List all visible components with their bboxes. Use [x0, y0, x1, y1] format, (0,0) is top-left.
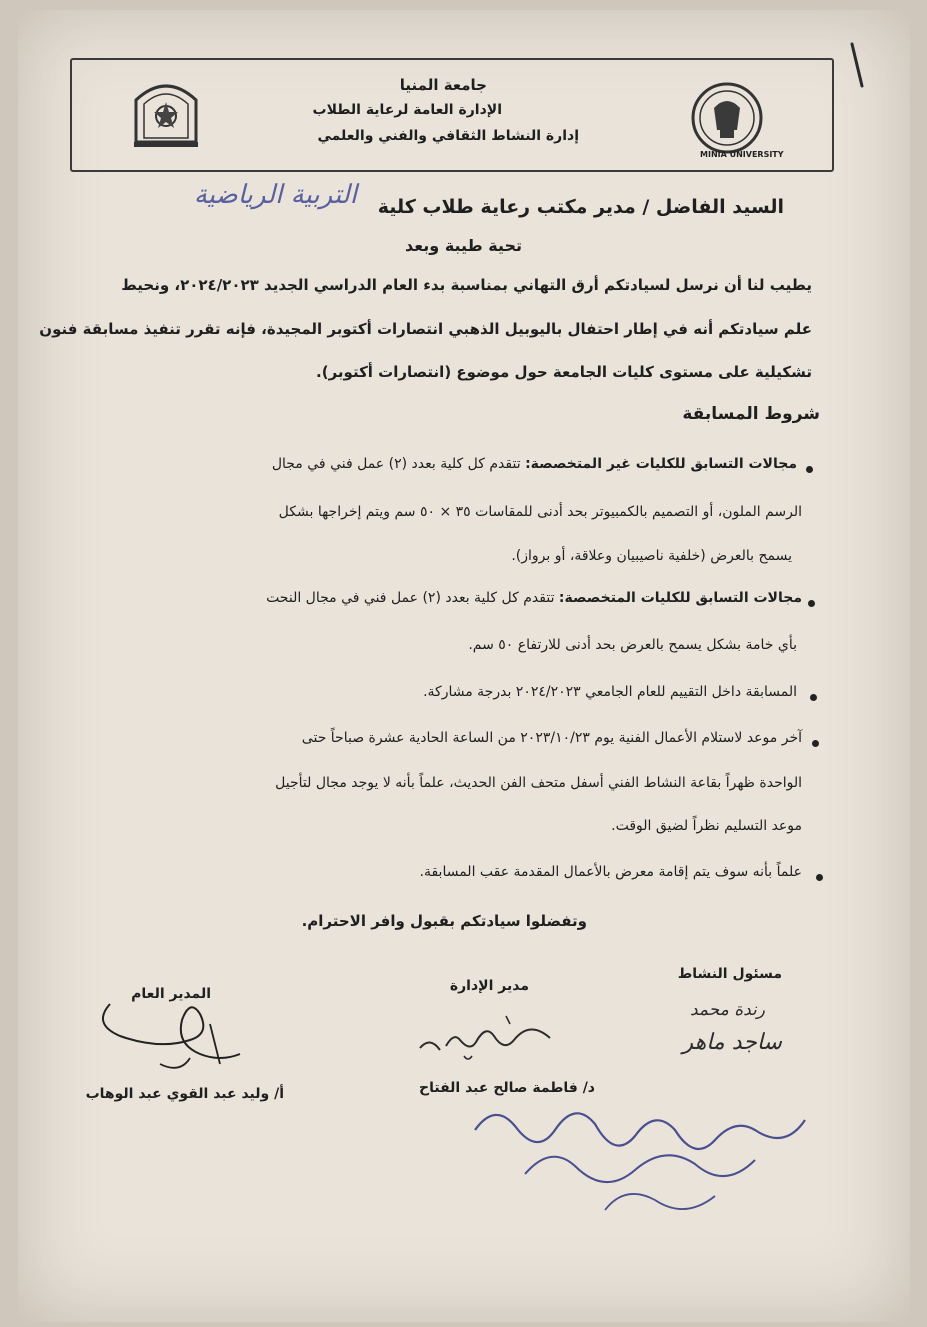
margin-mark: [848, 40, 868, 90]
bullet-3: [810, 694, 817, 701]
condition-5-line-1: علماً بأنه سوف يتم إقامة معرض بالأعمال المقدمة عقب المسابقة.: [419, 864, 802, 880]
administration-name: الإدارة العامة لرعاية الطلاب: [312, 102, 502, 118]
department-director-title: مدير الإدارة: [449, 978, 529, 994]
conditions-title: شروط المسابقة: [682, 404, 820, 424]
condition-2-line-2: بأي خامة بشكل يسمح بالعرض بحد أدنى للارتفاع ٥٠ سم.: [468, 637, 797, 653]
bullet-4: [812, 740, 819, 747]
activity-officer-title: مسئول النشاط: [677, 966, 782, 982]
condition-1-lead: مجالات التسابق للكليات غير المتخصصة:: [525, 456, 797, 472]
condition-4-line-1: آخر موعد لاستلام الأعمال الفنية يوم ٢٠٢٣/١٠/٢٣ من الساعة الحادية عشرة صباحاً حتى: [301, 730, 802, 746]
general-director-title: المدير العام: [131, 986, 211, 1002]
university-name: جامعة المنيا: [399, 76, 487, 94]
intro-line-3: تشكيلية على مستوى كليات الجامعة حول موضوع (انتصارات أكتوبر).: [316, 363, 812, 381]
bullet-5: [816, 874, 823, 881]
condition-1-line-3: يسمح بالعرض (خلفية ناصيبيان وعلاقة، أو برواز).: [511, 548, 792, 564]
closing-line: وتفضلوا سيادتكم بقبول وافر الاحترام.: [301, 912, 587, 930]
condition-2-text: تتقدم كل كلية بعدد (٢) عمل فني في مجال النحت: [266, 590, 555, 606]
addressee-handwritten: التربية الرياضية: [193, 180, 357, 210]
general-director-signature: [90, 994, 250, 1084]
logo-right-caption: MINIA UNIVERSITY: [700, 150, 784, 159]
condition-1-line-2: الرسم الملون، أو التصميم بالكمبيوتر بحد أدنى للمقاسات ٣٥ × ٥٠ سم ويتم إخراجها بشكل: [278, 504, 802, 520]
department-director-name: د/ فاطمة صالح عبد الفتاح: [419, 1080, 595, 1096]
department-director-signature: [410, 1012, 560, 1062]
university-emblem-icon: [126, 72, 206, 150]
condition-1-text: تتقدم كل كلية بعدد (٢) عمل فني في مجال: [271, 456, 521, 472]
condition-1-line-1: [272, 456, 797, 472]
department-name: إدارة النشاط الثقافي والفني والعلمي: [317, 128, 579, 144]
handwritten-annotation-scribble: [455, 1100, 815, 1230]
bullet-2: [808, 600, 815, 607]
condition-2-lead: مجالات التسابق للكليات المتخصصة:: [558, 590, 802, 606]
addressee-printed: السيد الفاضل / مدير مكتب رعاية طلاب كلية: [377, 196, 784, 218]
activity-officer-handwritten-2: ساجد ماهر: [682, 1030, 782, 1055]
intro-line-1: يطيب لنا أن نرسل لسيادتكم أرق التهاني بمناسبة بدء العام الدراسي الجديد ٢٠٢٤/٢٠٢٣، ونحيط: [121, 276, 812, 294]
condition-4-line-3: موعد التسليم نظراً لضيق الوقت.: [611, 818, 802, 834]
greeting: تحية طيبة وبعد: [405, 236, 522, 255]
intro-line-2: علم سيادتكم أنه في إطار احتفال باليوبيل الذهبي انتصارات أكتوبر المجيدة، فإنه تقرر تنفيذ مسابقة فنون: [39, 320, 812, 338]
condition-3-line-1: المسابقة داخل التقييم للعام الجامعي ٢٠٢٤/٢٠٢٣ بدرجة مشاركة.: [423, 684, 797, 700]
condition-4-line-2: الواحدة ظهراً بقاعة النشاط الفني أسفل متحف الفن الحديث، علماً بأنه لا يوجد مجال لتأجيل: [275, 775, 802, 791]
bullet-1: [806, 466, 813, 473]
activity-officer-handwritten-1: رندة محمد: [689, 1000, 765, 1020]
condition-2-line-1: [266, 590, 802, 606]
general-director-name: أ/ وليد عبد القوي عبد الوهاب: [85, 1086, 284, 1102]
